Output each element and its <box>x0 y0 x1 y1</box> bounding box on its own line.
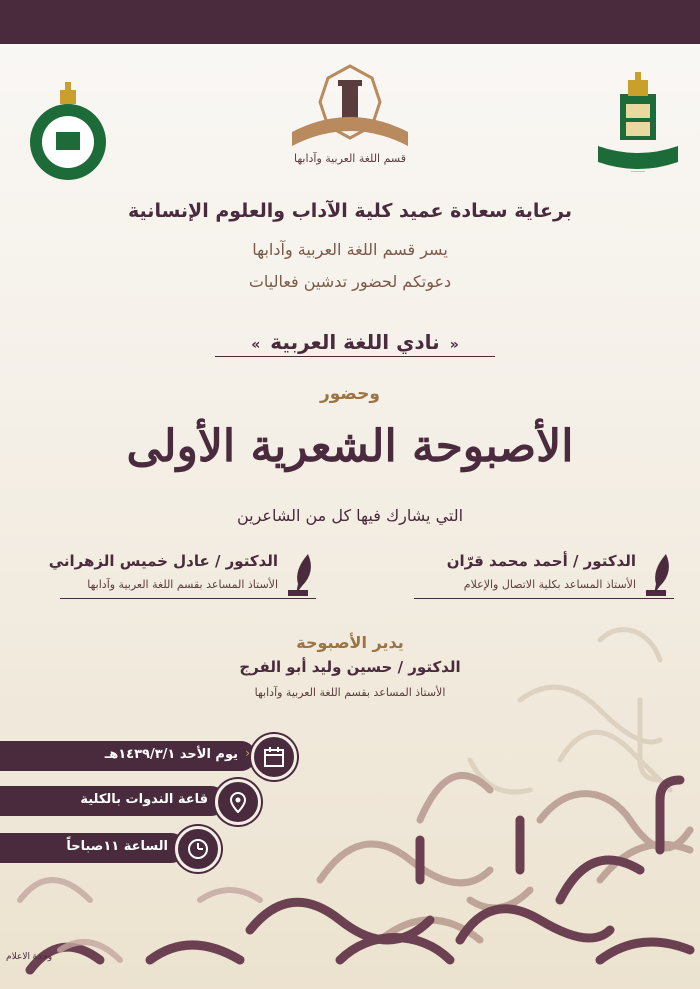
patronage-line: برعاية سعادة عميد كلية الآداب والعلوم الإنسانية <box>128 200 572 222</box>
venue-text: قاعة الندوات بالكلية <box>80 792 208 807</box>
date-info <box>0 741 256 771</box>
faculty-logo <box>26 82 110 186</box>
quill-icon <box>286 552 316 598</box>
quill-icon <box>644 552 674 598</box>
club-name-text: نادي اللغة العربية <box>270 330 440 354</box>
svg-text:⸻: ⸻ <box>630 168 646 175</box>
venue-info <box>0 786 226 816</box>
club-underline <box>215 356 495 357</box>
poet-title: الأستاذ المساعد بكلية الاتصال والإعلام <box>463 578 636 591</box>
chevron-left-icon: ‹ <box>245 746 250 760</box>
time-info <box>0 833 186 863</box>
poet-name: الدكتور / أحمد محمد قرّان <box>446 552 636 570</box>
date-text: يوم الأحد ١٤٣٩/٣/١هـ <box>104 747 238 762</box>
poet-name: الدكتور / عادل خميس الزهراني <box>48 552 278 570</box>
time-text: الساعة ١١صباحاً <box>66 839 168 854</box>
university-logo <box>594 70 682 182</box>
poet-card <box>48 552 316 610</box>
department-logo-name: قسم اللغة العربية وآدابها <box>293 152 406 165</box>
moderator-title: الأستاذ المساعد بقسم اللغة العربية وآدابها <box>254 686 446 699</box>
participants-intro: التي يشارك فيها كل من الشاعرين <box>236 506 464 525</box>
attend-label: وحضور <box>319 384 380 404</box>
poet-underline <box>60 598 316 599</box>
clock-icon <box>175 826 221 872</box>
moderator-name: الدكتور / حسين وليد أبو الفرج <box>239 658 461 676</box>
poet-card <box>414 552 674 610</box>
moderator-label: يدير الأصبوحة <box>296 633 404 652</box>
event-title: الأصبوحة الشعرية الأولى <box>126 421 574 472</box>
poet-title: الأستاذ المساعد بقسم اللغة العربية وآدابها <box>87 578 278 591</box>
poet-underline <box>414 598 674 599</box>
club-name <box>215 322 495 366</box>
host-line: يسر قسم اللغة العربية وآدابها <box>252 240 448 259</box>
calendar-icon <box>251 734 297 780</box>
media-unit-label: وحدة الاعلام <box>6 952 53 962</box>
invite-line: دعوتكم لحضور تدشين فعاليات <box>248 272 452 291</box>
location-pin-icon <box>215 779 261 825</box>
club-bracket-close: » <box>251 337 261 353</box>
club-bracket-open: « <box>449 337 459 353</box>
